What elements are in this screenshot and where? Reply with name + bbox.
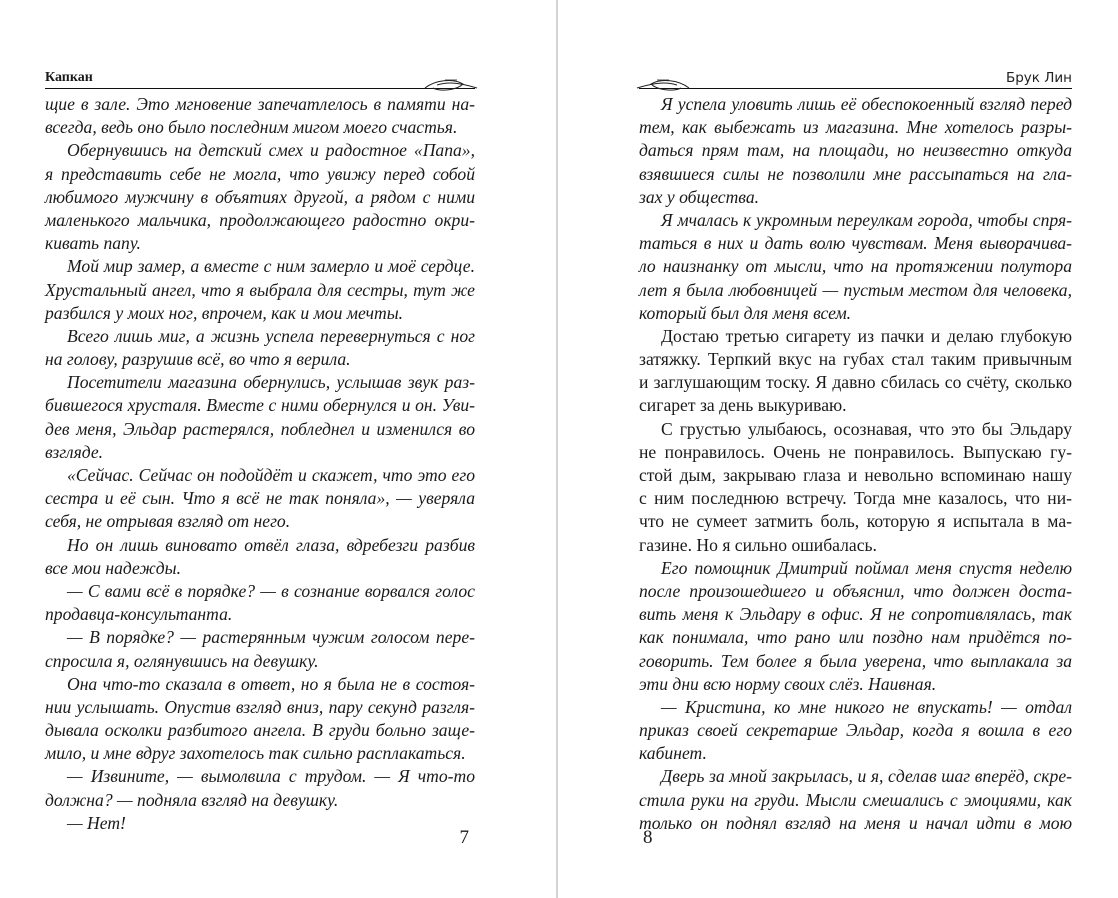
paragraph xyxy=(45,626,475,672)
text-line: взгляде. xyxy=(45,441,104,462)
text-line: себя, не отрывая взгляд от него. xyxy=(45,511,291,532)
text-line: мило, и мне вдруг захотелось так сильно расплакаться. xyxy=(45,743,466,764)
page-number: 7 xyxy=(459,827,469,848)
text-line: спросила я, оглянувшись на девушку. xyxy=(45,650,319,671)
text-line: Посетители магазина обернулись, услышав звук раз- xyxy=(67,372,475,393)
page-body-text xyxy=(639,93,1072,835)
paragraph xyxy=(45,255,475,325)
text-line: сестра и её сын. Что я всё не так поняла», — уверяла xyxy=(45,488,475,509)
text-line: бившегося хрусталя. Вместе с ними обернулся и он. Уви- xyxy=(45,395,475,416)
text-line: дев меня, Эльдар растерялся, побледнел и изменился во xyxy=(45,418,475,439)
text-line: — Нет! xyxy=(67,812,126,833)
paragraph xyxy=(45,464,475,534)
page-body-text xyxy=(45,93,475,835)
paragraph xyxy=(45,325,475,371)
paragraph xyxy=(639,209,1072,325)
text-line: — Извините, — вымолвила с трудом. — Я что-то xyxy=(67,766,475,787)
text-line: — Кристина, ко мне никого не впускать! — отдал xyxy=(661,696,1072,717)
text-line: вить меня к Эльдару в офис. Я не сопротивлялась, так xyxy=(639,604,1072,625)
text-line: говорить. Тем более я была уверена, что выплакала за xyxy=(639,650,1072,671)
text-line: на голову, разрушив всё, во что я верила. xyxy=(45,349,351,370)
right-page xyxy=(639,0,1072,898)
text-line: затяжку. Терпкий вкус на губах стал таким привычным xyxy=(639,349,1072,370)
paragraph xyxy=(639,557,1072,696)
text-line: эти дни всю норму своих слёз. Наивная. xyxy=(639,673,937,694)
text-line: Достаю третью сигарету из пачки и делаю глубокую xyxy=(661,325,1072,346)
text-line: только он поднял взгляд на меня и начал идти в мою xyxy=(639,812,1072,833)
text-line: тем, как выбежать из магазина. Мне хотелось разры- xyxy=(639,117,1072,138)
text-line: Обернувшись на детский смех и радостное «Папа», xyxy=(67,140,475,161)
text-line: не понравилось. Очень не понравилось. Выпускаю гу- xyxy=(639,441,1072,462)
text-line: таться в них и дать волю чувствам. Меня выворачива- xyxy=(639,233,1072,254)
text-line: кивать папу. xyxy=(45,233,141,254)
text-line: Она что-то сказала в ответ, но я была не в состоя- xyxy=(67,673,475,694)
text-line: я представить себе не могла, что увижу перед собой xyxy=(45,163,475,184)
text-line: «Сейчас. Сейчас он подойдёт и скажет, что это его xyxy=(67,465,475,485)
text-line: после произошедшего и объяснил, что должен доста- xyxy=(639,580,1072,601)
text-line: лет я была любовницей — пустым местом для человека, xyxy=(639,279,1072,300)
text-line: Я успела уловить лишь её обеспокоенный взгляд перед xyxy=(661,94,1072,114)
paragraph xyxy=(45,765,475,811)
text-line: с ним последнюю встречу. Тогда мне казалось, что ни- xyxy=(639,488,1072,509)
text-line: — В порядке? — растерянным чужим голосом пере- xyxy=(67,627,475,648)
text-line: газине. Но я сильно ошибалась. xyxy=(639,534,877,555)
paragraph xyxy=(639,765,1072,835)
text-line: Хрустальный ангел, что я выбрала для сестры, тут же xyxy=(45,279,475,300)
running-head-title: Капкан xyxy=(45,70,93,85)
text-line: и заглушающим тоску. Я давно сбилась со счёту, сколько xyxy=(639,372,1072,393)
running-head-author: Брук Лин xyxy=(1005,70,1072,86)
text-line: кабинет. xyxy=(639,743,707,764)
paragraph xyxy=(639,418,1072,557)
book-gutter xyxy=(556,0,558,898)
text-line: который был для меня всем. xyxy=(639,302,852,323)
paragraph xyxy=(45,812,475,835)
text-line: должна? — подняла взгляд на девушку. xyxy=(45,789,339,810)
text-line: Дверь за мной закрылась, и я, сделав шаг вперёд, скре- xyxy=(661,766,1072,787)
text-line: разбился у моих ног, впрочем, как и мои мечты. xyxy=(45,302,404,323)
text-line: Его помощник Дмитрий поймал меня спустя неделю xyxy=(661,557,1072,578)
header-rule xyxy=(45,88,475,89)
text-line: приказ своей секретарше Эльдар, когда я вошла в его xyxy=(639,720,1072,741)
text-line: С грустью улыбаюсь, осознавая, что это бы Эльдару xyxy=(661,418,1072,439)
text-line: Я мчалась к укромным переулкам города, чтобы спря- xyxy=(661,209,1072,230)
text-line: как понимала, что рано или поздно нам придётся по- xyxy=(639,627,1072,648)
text-line: даться прям там, на площади, но неизвестно откуда xyxy=(639,140,1072,161)
paragraph xyxy=(639,325,1072,418)
text-line: дывала осколки разбитого ангела. В груди больно заще- xyxy=(45,720,475,741)
text-line: продавца-консультанта. xyxy=(45,604,233,625)
text-line: стила руки на груди. Мысли смешались с эмоциями, как xyxy=(639,789,1072,810)
paragraph xyxy=(45,673,475,766)
left-page xyxy=(45,0,475,898)
text-line: взявшиеся силы не позволили мне рассыпаться на гла- xyxy=(639,163,1072,184)
text-line: щие в зале. Это мгновение запечатлелось в памяти на- xyxy=(45,94,475,114)
text-line: зах у общества. xyxy=(639,186,760,207)
text-line: все мои надежды. xyxy=(45,557,181,578)
text-line: Всего лишь миг, а жизнь успела перевернуться с ног xyxy=(67,325,475,346)
text-line: — С вами всё в порядке? — в сознание ворвался голос xyxy=(67,580,475,601)
paragraph xyxy=(639,93,1072,209)
paragraph xyxy=(45,371,475,464)
text-line: маленького мальчика, продолжающего радостно окри- xyxy=(45,209,475,230)
text-line: Мой мир замер, а вместе с ним замерло и моё сердце. xyxy=(67,256,475,277)
text-line: сигарет за день выкуриваю. xyxy=(639,395,847,416)
text-line: что не сумеет затмить боль, которую я испытала в ма- xyxy=(639,511,1072,532)
paragraph xyxy=(45,580,475,626)
paragraph xyxy=(45,139,475,255)
text-line: любимого мужчину в объятиях другой, а рядом с ними xyxy=(45,186,475,207)
text-line: ло наизнанку от мысли, что на протяжении полутора xyxy=(639,256,1072,277)
text-line: нии услышать. Опустив взгляд вниз, пару секунд разгля- xyxy=(45,696,475,717)
header-rule xyxy=(639,88,1072,89)
text-line: всегда, ведь оно было последним мигом моего счастья. xyxy=(45,117,458,138)
text-line: Но он лишь виновато отвёл глаза, вдребезги разбив xyxy=(67,534,475,555)
paragraph xyxy=(45,93,475,139)
paragraph xyxy=(639,696,1072,766)
paragraph xyxy=(45,534,475,580)
text-line: стой дым, закрываю глаза и невольно вспоминаю нашу xyxy=(639,465,1072,485)
page-number: 8 xyxy=(643,827,653,848)
